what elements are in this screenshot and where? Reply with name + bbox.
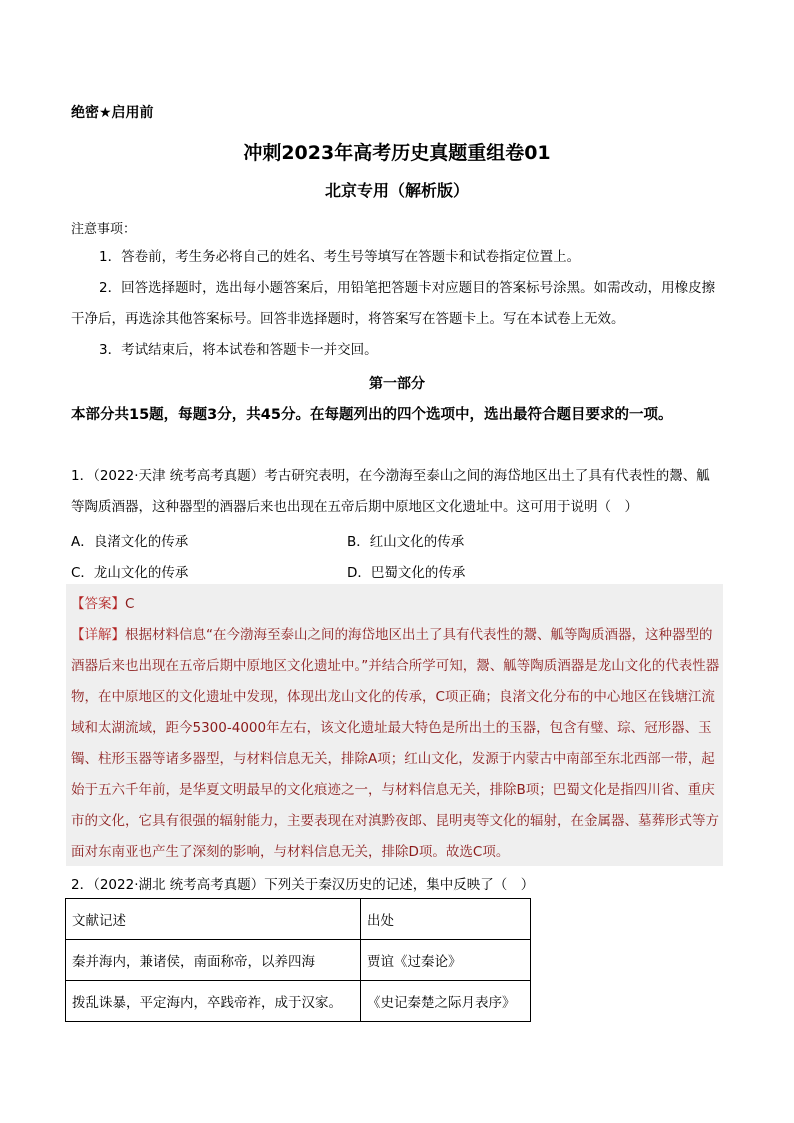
notice-heading: 注意事项： xyxy=(71,222,137,237)
q2-table xyxy=(65,898,531,1022)
table-header-cell: 文献记述 xyxy=(66,899,361,940)
notice-item-2: 2．回答选择题时，选出每小题答案后，用铅笔把答题卡对应题目的答案标号涂黑。如需改动，用橡皮擦干净后，再选涂其他答案标号。回答非选择题时，将答案写在答题卡上。写在本试卷上无效。 xyxy=(71,280,716,327)
part-description: 本部分共15题，每题3分，共45分。在每题列出的四个选项中，选出最符合题目要求的一项。 xyxy=(71,407,673,423)
table-cell: 拨乱诛暴，平定海内，卒践帝祚，成于汉家。 xyxy=(66,981,361,1022)
q1-option-d: D．巴蜀文化的传承 xyxy=(347,565,466,581)
table-cell: 秦并海内，兼诸侯，南面称帝，以养四海 xyxy=(66,940,361,981)
exam-title: 冲刺2023年高考历史真题重组卷01 xyxy=(243,142,551,164)
answer-tag: 【答案】 xyxy=(71,596,125,612)
table-cell: 《史记秦楚之际月表序》 xyxy=(361,981,531,1022)
table-row xyxy=(66,981,531,1022)
q1-answer xyxy=(71,592,134,612)
notice-item-3: 3．考试结束后，将本试卷和答题卡一并交回。 xyxy=(99,342,378,358)
answer-value: C xyxy=(125,596,135,612)
q1-option-b: B．红山文化的传承 xyxy=(347,534,465,550)
table-row xyxy=(66,940,531,981)
table-header-cell: 出处 xyxy=(361,899,531,940)
question-2-stem: 2．（2022·湖北 统考高考真题）下列关于秦汉历史的记述，集中反映了（ ） xyxy=(71,877,535,893)
secret-label: 绝密★启用前 xyxy=(71,105,154,121)
q1-option-a: A．良渚文化的传承 xyxy=(71,534,189,550)
table-header-row xyxy=(66,899,531,940)
question-1-stem: 1．（2022·天津 统考高考真题）考古研究表明，在今渤海至泰山之间的海岱地区出土了具有代表性的鬶、觚等陶质酒器，这种器型的酒器后来也出现在五帝后期中原地区文化遗址中。这可用于说明（ ） xyxy=(71,468,710,515)
detail-tag: 【详解】 xyxy=(71,627,125,643)
part-title: 第一部分 xyxy=(369,376,425,392)
q1-option-c: C．龙山文化的传承 xyxy=(71,565,189,581)
table-cell: 贾谊《过秦论》 xyxy=(361,940,531,981)
q1-detail xyxy=(71,620,723,868)
detail-text: 根据材料信息“在今渤海至泰山之间的海岱地区出土了具有代表性的鬶、觚等陶质酒器，这种器型的酒器后来也出现在五帝后期中原地区文化遗址中。”并结合所学可知，鬶、觚等陶质酒器是龙山文化的代表性器物，在中原地区的文化遗址中发现，体现出龙山文化的传承，C项正确；良渚文化分布的中心地区在钱塘江流域和太湖流域，距今5300-4000年左右，该文化遗址最大特色是所出土的玉器，包含有璧、琮、冠形器、玉镯、柱形玉器等诸多器型，与材料信息无关，排除A项；红山文化，发源于内蒙古中南部至东北西部一带，起始于五六千年前，是华夏文明最早的文化痕迹之一，与材料信息无关，排除B项；巴蜀文化是指四川省、重庆市的文化，它具有很强的辐射能力，主要表现在对滇黔夜郎、昆明夷等文化的辐射，在金属器、墓葬形式等方面对东南亚也产生了深刻的影响，与材料信息无关，排除D项。故选C项。 xyxy=(71,627,720,860)
exam-subtitle: 北京专用（解析版） xyxy=(324,181,469,200)
notice-item-1: 1．答卷前，考生务必将自己的姓名、考生号等填写在答题卡和试卷指定位置上。 xyxy=(99,249,581,265)
